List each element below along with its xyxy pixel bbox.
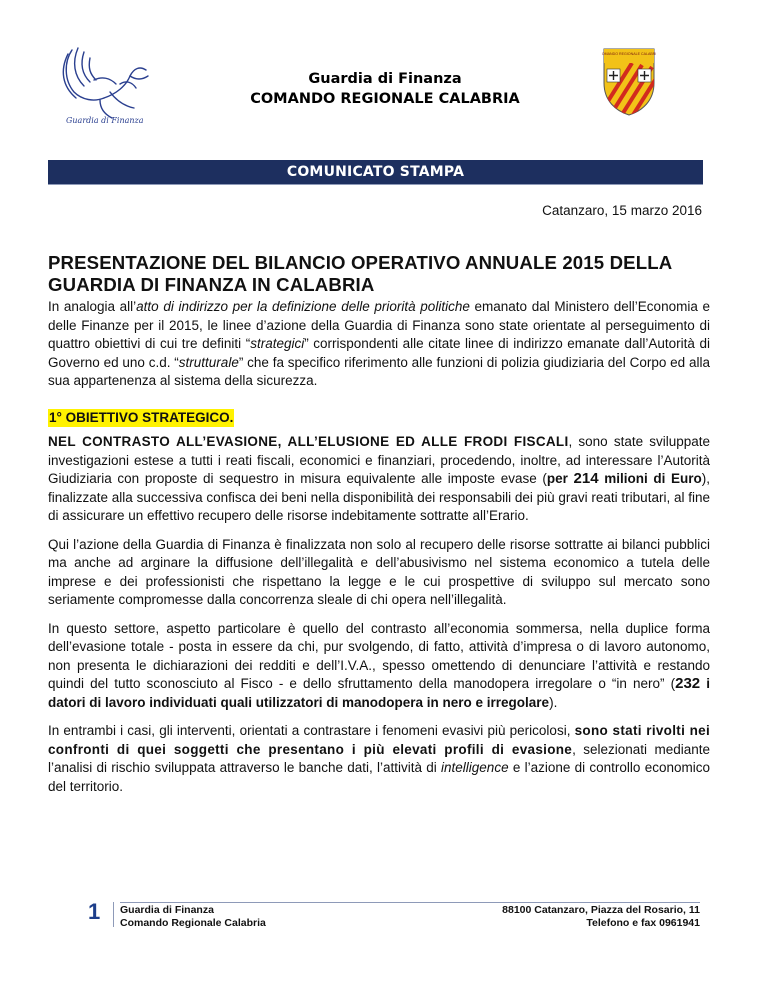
crest-caption: COMANDO REGIONALE CALABRIA: [602, 52, 656, 56]
regional-crest: [602, 47, 656, 117]
footer-address: 88100 Catanzaro, Piazza del Rosario, 11 Telefono e fax 0961941: [502, 904, 700, 929]
banner-divider: [48, 184, 703, 185]
press-release-banner: COMUNICATO STAMPA: [48, 160, 703, 184]
headline: PRESENTAZIONE DEL BILANCIO OPERATIVO ANNUALE 2015 DELLA GUARDIA DI FINANZA IN CALABRIA: [48, 252, 672, 295]
logo-caption: Guardia di Finanza: [66, 116, 144, 125]
page-number: 1: [88, 899, 101, 924]
objective-heading: 1° OBIETTIVO STRATEGICO.: [48, 409, 234, 428]
paragraph-interventions: In entrambi i casi, gli interventi, orientati a contrastare i fenomeni evasivi più pericolosi, sono stati rivolti nei confronti di quei soggetti che presentano i più elevati profili di evasione, selezionati mediante l’analisi di rischio sviluppata attraverso le banche dati, l’attività di intelligence e l’azione di controllo economico del territorio.: [48, 723, 711, 794]
dateline: Catanzaro, 15 marzo 2016: [542, 203, 702, 218]
footer-vertical-rule: [113, 902, 114, 927]
organization-title: [200, 69, 570, 109]
crest-shield-icon: [602, 47, 656, 117]
org-name: Guardia di Finanza: [308, 71, 462, 87]
paragraph-illegality: Qui l’azione della Guardia di Finanza è finalizzata non solo al recupero delle risorse sottratte ai bilanci pubblici ma anche ad arginare la diffusione dell’illegalità e dell’abusivismo nel sistema economico a tutela delle imprese e dei professionisti che rispettano la legge e le cui prospettive di sviluppo sul mercato sono seriamente compromesse dalla concorrenza sleale di chi opera nell’illegalità.: [48, 536, 710, 607]
intro-paragraph: In analogia all’atto di indirizzo per la definizione delle priorità politiche emanato dal Ministero dell’Economia e delle Finanze per il 2015, le linee d’azione della Guardia di Finanza sono state orientate al perseguimento di quattro obiettivi di cui tre definiti “strategici” corrispondenti alle citate linee di indirizzo emanate dall’Autorità di Governo ed uno c.d. “strutturale” che fa specifico riferimento alle funzioni di polizia giudiziaria del Corpo ed alla sua appartenenza al sistema della sicurezza.: [48, 299, 711, 388]
article-body: [48, 298, 710, 806]
paragraph-underground-economy: In questo settore, aspetto particolare è quello del contrasto all’economia sommersa, nella duplice forma dell’evasione totale - posta in essere da chi, pur svolgendo, di fatto, attività d’impresa o di lavoro autonomo, non presenta le dichiarazioni dei redditi e dell’I.V.A., spesso omettendo di denunciare l’attività e restando quindi del tutto sconosciuto al Fisco - e dello sfruttamento della manodopera irregolare o “in nero” (232 i datori di lavoro individuati quali utilizzatori di manodopera in nero e irregolare).: [48, 620, 710, 710]
footer-divider: [120, 902, 700, 903]
footer-organization: Guardia di Finanza Comando Regionale Calabria: [120, 904, 266, 929]
org-command: COMANDO REGIONALE CALABRIA: [250, 91, 520, 107]
paragraph-evasion: NEL CONTRASTO ALL’EVASIONE, ALL’ELUSIONE ED ALLE FRODI FISCALI, sono state sviluppate investigazioni estese a tutti i reati fiscali, economici e finanziari, procedendo, inoltre, ad interessare l’Autorità Giudiziaria con proposte di sequestro in misura equivalente alle imposte evase (per 214 milioni di Euro), finalizzate alla successiva confisca dei beni nella disponibilità dei responsabili dei più gravi reati tributari, al fine di assicurare un effettivo recupero delle risorse indebitamente sottratte all’Erario.: [48, 434, 710, 523]
